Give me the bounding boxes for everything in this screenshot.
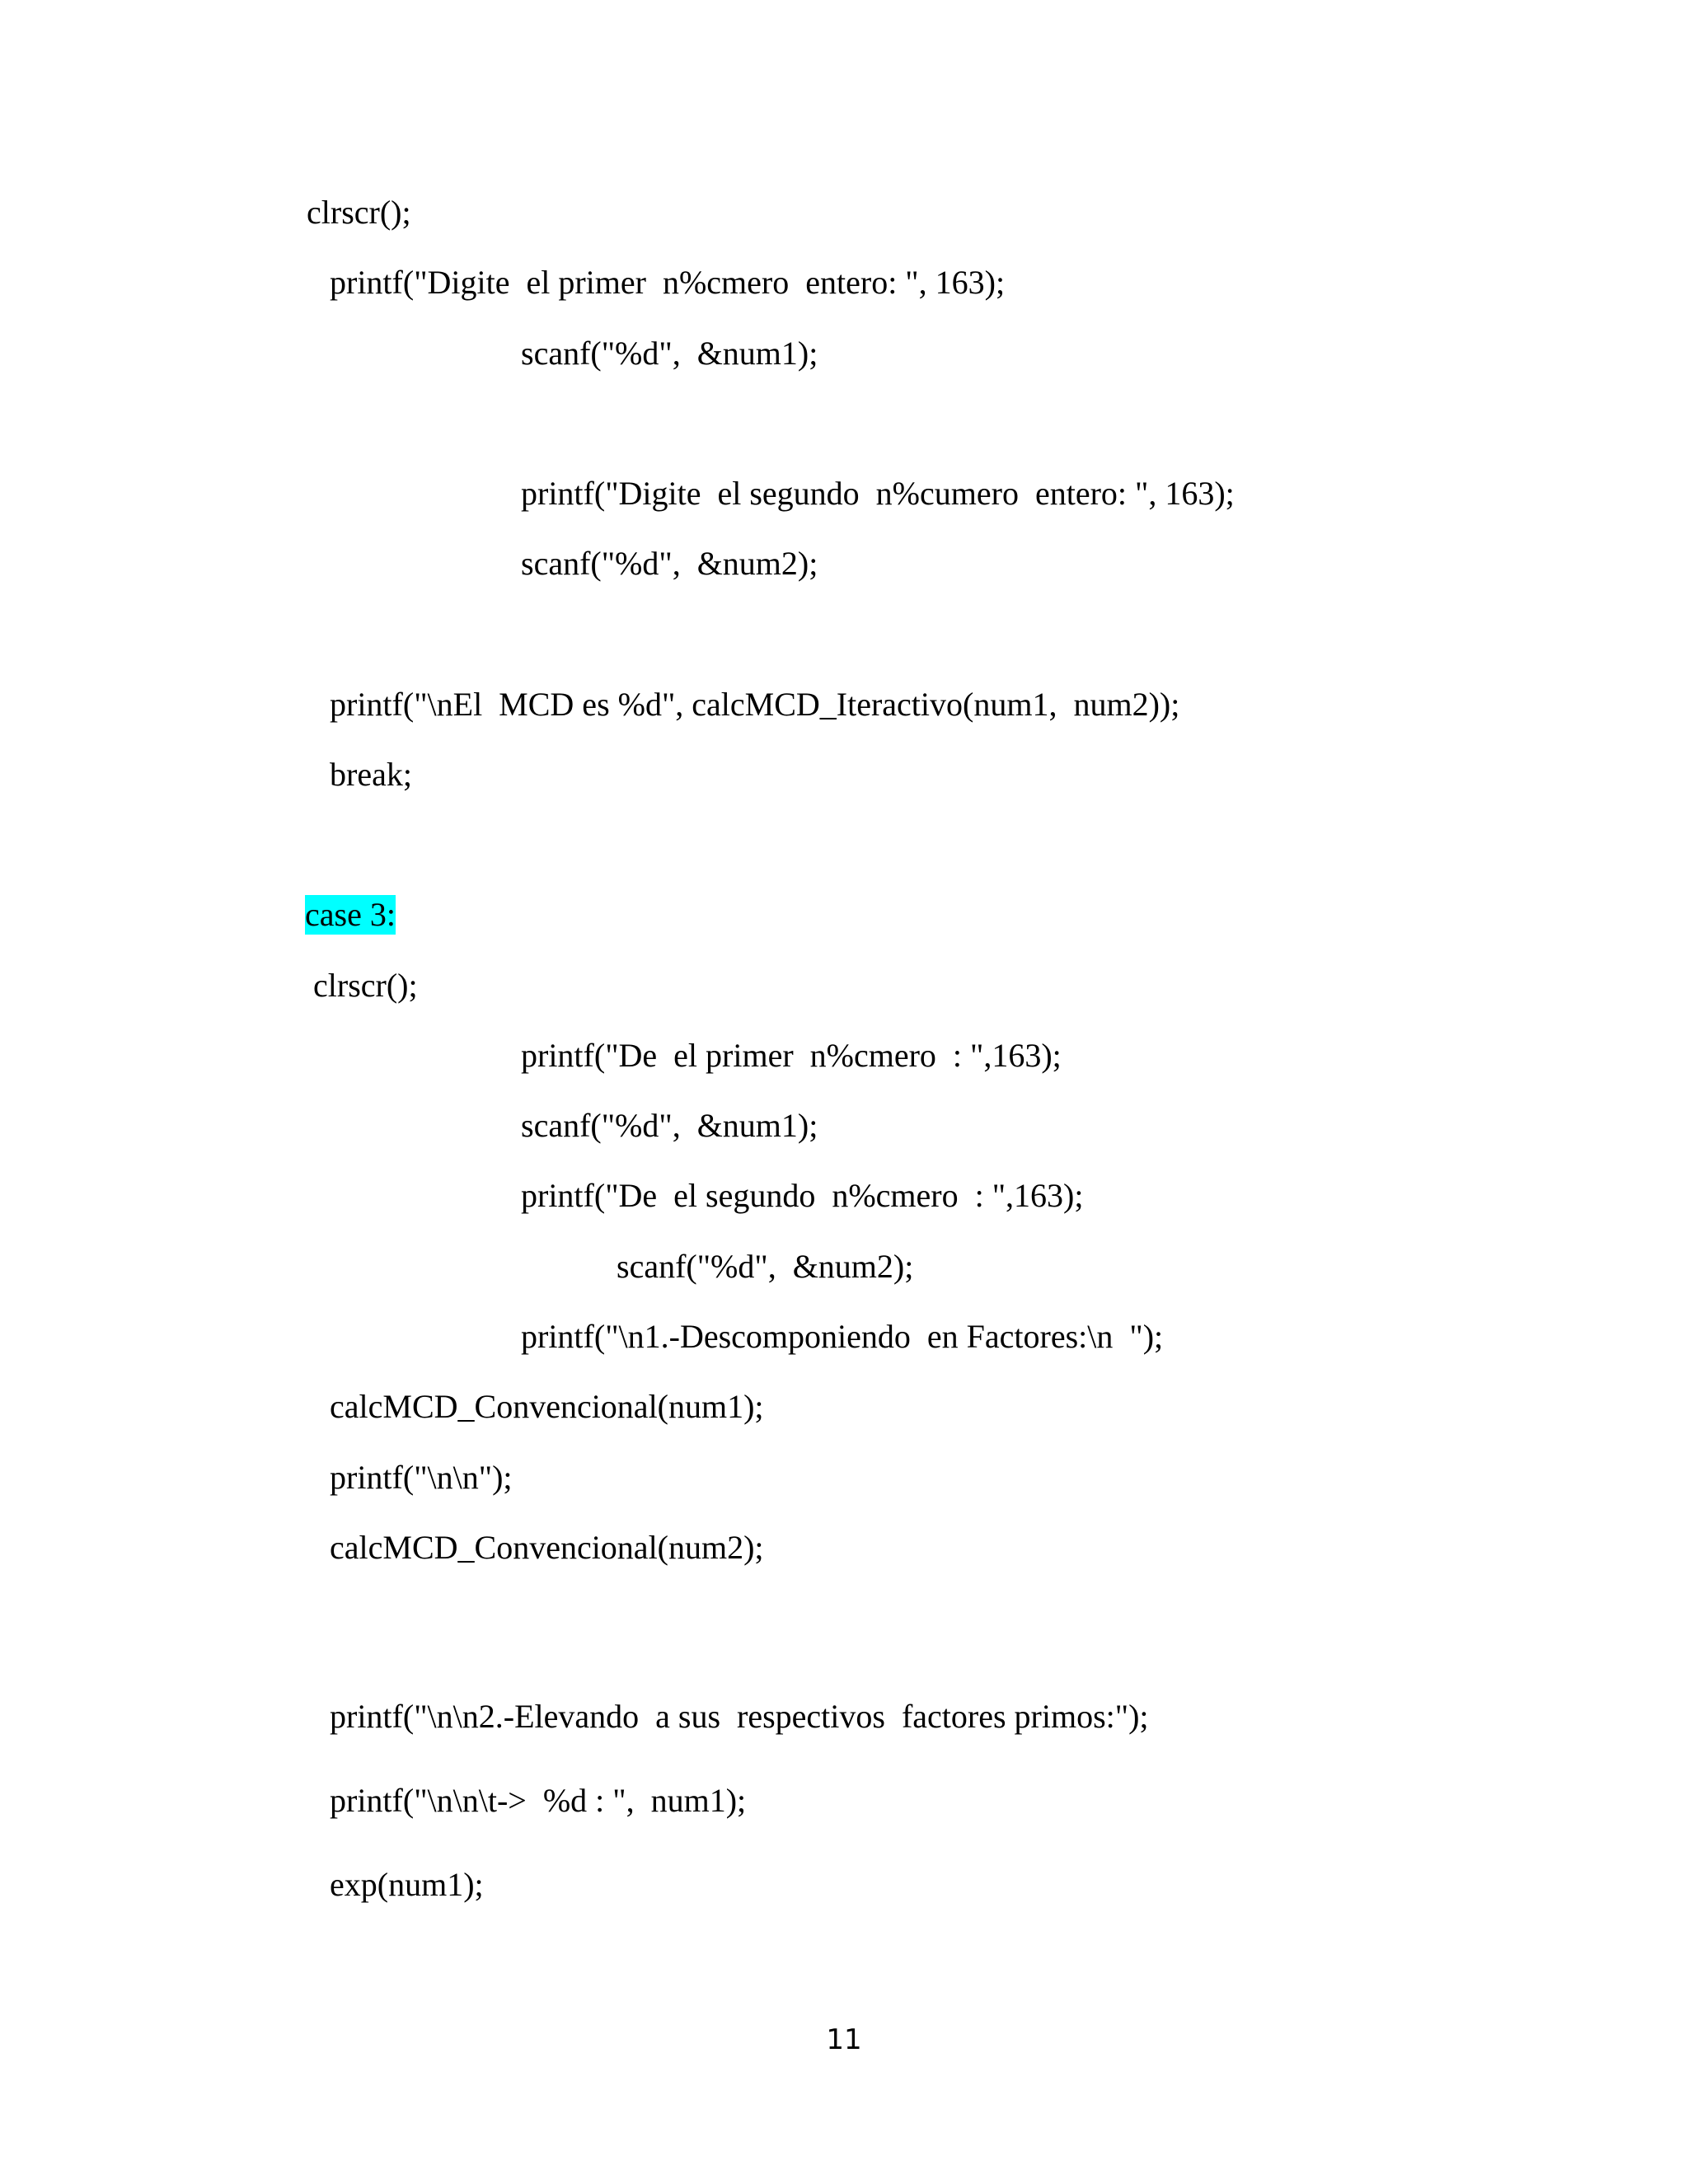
page-number: 11	[826, 2023, 862, 2056]
code-line: calcMCD_Convencional(num1);	[330, 1388, 764, 1425]
code-line: scanf("%d", &num1);	[521, 335, 818, 372]
code-line: printf("\nEl MCD es %d", calcMCD_Iteractivo(num1, num2));	[330, 686, 1180, 723]
code-line: printf("\n\n2.-Elevando a sus respectivos factores primos:");	[330, 1698, 1149, 1735]
code-line: calcMCD_Convencional(num2);	[330, 1529, 764, 1566]
code-line: clrscr();	[313, 967, 418, 1004]
code-line: printf("De el primer n%cmero : ",163);	[521, 1037, 1062, 1074]
code-line: scanf("%d", &num2);	[521, 545, 818, 582]
code-line: printf("Digite el segundo n%cumero entero: ", 163);	[521, 475, 1235, 512]
code-line: printf("De el segundo n%cmero : ",163);	[521, 1177, 1084, 1214]
code-line: scanf("%d", &num2);	[617, 1248, 914, 1285]
code-line: printf("\n1.-Descomponiendo en Factores:\n ");	[521, 1318, 1164, 1355]
code-line: printf("\n\n\t-> %d : ", num1);	[330, 1782, 747, 1819]
code-line: break;	[330, 756, 412, 793]
case-label-highlighted: case 3:	[305, 896, 396, 933]
code-line: printf("Digite el primer n%cmero entero: ", 163);	[330, 264, 1006, 301]
code-line: exp(num1);	[330, 1866, 484, 1903]
code-line: scanf("%d", &num1);	[521, 1107, 818, 1144]
code-line: clrscr();	[307, 194, 411, 231]
code-line: printf("\n\n");	[330, 1459, 513, 1496]
